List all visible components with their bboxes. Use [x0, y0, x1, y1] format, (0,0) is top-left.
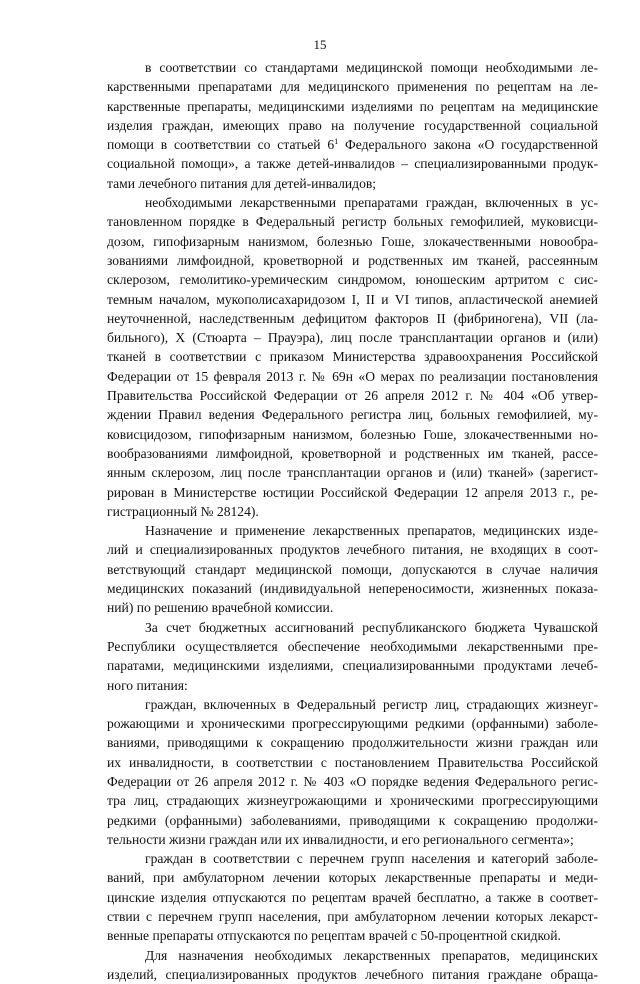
- text-line: [107, 309, 598, 328]
- text-line: [107, 791, 598, 810]
- text-line: [107, 926, 598, 945]
- text-line-content: ваниями, приводящими к сокращению продолжительности жизни граждан или: [107, 735, 598, 751]
- text-line-content: ковисцидозом, гипофизарным нанизмом, болезнью Гоше, злокачественными но-: [107, 426, 598, 442]
- text-line: [107, 193, 598, 212]
- text-line-content: их инвалидности, в соответствии с постановлением Правительства Российской: [107, 754, 598, 770]
- text-line: [107, 251, 598, 270]
- text-line-content: Правительства Российской Федерации от 26 апреля 2012 г. № 404 «Об утвер-: [107, 388, 598, 404]
- text-line: [107, 212, 598, 231]
- text-line-content: янным склерозом, лиц после трансплантации органов и (или) тканей» (зарегист-: [107, 465, 598, 481]
- text-line: [107, 907, 598, 926]
- text-line: [107, 656, 598, 675]
- text-line: [107, 521, 598, 540]
- text-line: [107, 753, 598, 772]
- text-line: [107, 618, 598, 637]
- text-line-content: изделий, специализированных продуктов лечебного питания граждане обраща-: [107, 966, 598, 982]
- text-line: [107, 174, 598, 193]
- text-line: [107, 444, 598, 463]
- text-line-content: изделия граждан, имеющих право на получение государственной социальной: [107, 117, 598, 133]
- text-line-content: рожающими и хроническими прогрессирующими редкими (орфанными) заболе-: [107, 716, 598, 732]
- text-line: [107, 232, 598, 251]
- text-line-content: тканей в соответствии с приказом Министерства здравоохранения Российской: [107, 349, 598, 365]
- text-line: [107, 714, 598, 733]
- text-line-content: ваний, при амбулаторном лечении которых лекарственные препараты и меди-: [107, 870, 598, 886]
- text-line-content: рирован в Министерстве юстиции Российской Федерации 12 апреля 2013 г., ре-: [107, 484, 598, 500]
- text-line-content: лий и специализированных продуктов лечебного питания, не входящих в соот-: [107, 542, 598, 558]
- text-line-content: тельности жизни граждан или их инвалидности, и его регионального сегмента»;: [107, 831, 574, 847]
- text-line-content: редкими (орфанными) заболеваниями, приводящими к сокращению продолжи-: [107, 812, 598, 828]
- text-line-content: граждан в соответствии с перечнем групп населения и категорий заболе-: [145, 851, 598, 867]
- text-line: [107, 849, 598, 868]
- text-line: [107, 965, 598, 984]
- text-line-content: паратами, медицинскими изделиями, специализированными продуктами лечеб-: [107, 658, 598, 674]
- text-line: [107, 695, 598, 714]
- text-line-content: неуточненной, наследственным дефицитом факторов II (фибриногена), VII (ла-: [107, 310, 598, 326]
- text-line: [107, 502, 598, 521]
- text-line-content: ствии с перечнем групп населения, при амбулаторном лечении которых лекарст-: [107, 909, 598, 925]
- text-line-content: тановленном порядке в Федеральный регистр больных гемофилией, муковисци-: [107, 214, 598, 230]
- text-line-content: вообразованиями лимфоидной, кроветворной и родственных им тканей, рассе-: [107, 445, 598, 461]
- text-line: [107, 290, 598, 309]
- text-line-content: Федерации от 15 февраля 2013 г. № 69н «О мерах по реализации постановления: [107, 368, 598, 384]
- text-line-content: ного питания:: [107, 677, 188, 693]
- text-line-content: гистрационный № 28124).: [107, 503, 259, 519]
- text-line-content: в соответствии со стандартами медицинской помощи необходимыми ле-: [145, 60, 598, 75]
- text-line: [107, 328, 598, 347]
- text-line: [107, 733, 598, 752]
- text-line-content: Федерации от 26 апреля 2012 г. № 403 «О порядке ведения Федерального регис-: [107, 773, 598, 789]
- text-line-content: ждении Правил ведения Федерального регистра лиц, больных гемофилией, му-: [107, 407, 598, 423]
- text-line-content: темным началом, мукополисахаридозом I, II и VI типов, апластической анемией: [107, 291, 598, 307]
- text-line: [107, 772, 598, 791]
- text-line-continuation: Федерального закона «О государственной: [338, 137, 598, 153]
- text-line: [107, 367, 598, 386]
- text-line-content: венные препараты отпускаются по рецептам врачей с 50-процентной скидкой.: [107, 928, 561, 944]
- text-line: [107, 811, 598, 830]
- text-line-content: Назначение и применение лекарственных препаратов, медицинских изде-: [145, 523, 598, 539]
- text-line: [107, 97, 598, 116]
- text-line: [107, 386, 598, 405]
- text-line-content: ветствующий стандарт медицинской помощи, допускаются в случае наличия: [107, 561, 598, 577]
- text-line-content: граждан, включенных в Федеральный регистр лиц, страдающих жизнеуг-: [145, 696, 598, 712]
- text-line: [107, 405, 598, 424]
- text-line-content: цинские изделия отпускаются по рецептам врачей бесплатно, а также в соответ-: [107, 889, 598, 905]
- text-line-content: Республики осуществляется обеспечение необходимыми лекарственными пре-: [107, 638, 598, 654]
- text-line-content: За счет бюджетных ассигнований республиканского бюджета Чувашской: [145, 619, 598, 635]
- text-line-content: помощи в соответствии со статьей 6: [107, 137, 335, 153]
- text-line: [107, 560, 598, 579]
- text-line-content: дозом, гипофизарным нанизмом, болезнью Гоше, злокачественными новообра-: [107, 233, 598, 249]
- text-line: [107, 483, 598, 502]
- text-line: [107, 77, 598, 96]
- text-line: [107, 946, 598, 965]
- text-line-content: необходимыми лекарственными препаратами граждан, включенных в ус-: [145, 195, 598, 211]
- text-line: [107, 154, 598, 173]
- footnote-superscript: 1: [334, 137, 339, 147]
- text-line-content: социальной помощи», а также детей-инвалидов – специализированными продук-: [107, 156, 598, 172]
- document-body: [107, 58, 598, 984]
- text-line: [107, 888, 598, 907]
- text-line: [107, 58, 598, 77]
- text-line: [107, 270, 598, 289]
- text-line-content: тра лиц, страдающих жизнеугрожающими и хроническими прогрессирующими: [107, 793, 598, 809]
- text-line: [107, 579, 598, 598]
- text-line-content: карственными препаратами для медицинского применения по рецептам на ле-: [107, 79, 598, 95]
- text-line: [107, 868, 598, 887]
- text-line: [107, 135, 598, 154]
- text-line: [107, 540, 598, 559]
- text-line: [107, 425, 598, 444]
- text-line: [107, 116, 598, 135]
- text-line: [107, 830, 598, 849]
- text-line-content: тами лечебного питания для детей-инвалидов;: [107, 175, 377, 191]
- text-line: [107, 598, 598, 617]
- text-line-content: медицинских показаний (индивидуальной непереносимости, жизненных показа-: [107, 581, 598, 597]
- text-line-content: бильного), X (Стюарта – Прауэра), лиц после трансплантации органов и (или): [107, 330, 598, 346]
- text-line-content: склерозом, гемолитико-уремическим синдромом, юношеским артритом с сис-: [107, 272, 598, 288]
- text-line: [107, 637, 598, 656]
- text-line-content: ний) по решению врачебной комиссии.: [107, 600, 334, 616]
- page-number: 15: [313, 37, 327, 52]
- text-line-content: зованиями лимфоидной, кроветворной и родственных им тканей, рассеянным: [107, 252, 598, 268]
- text-line: [107, 463, 598, 482]
- text-line: [107, 676, 598, 695]
- text-line-content: Для назначения необходимых лекарственных препаратов, медицинских: [145, 947, 598, 963]
- text-line-content: карственные препараты, медицинскими изделиями по рецептам на медицинские: [107, 98, 598, 114]
- text-line: [107, 347, 598, 366]
